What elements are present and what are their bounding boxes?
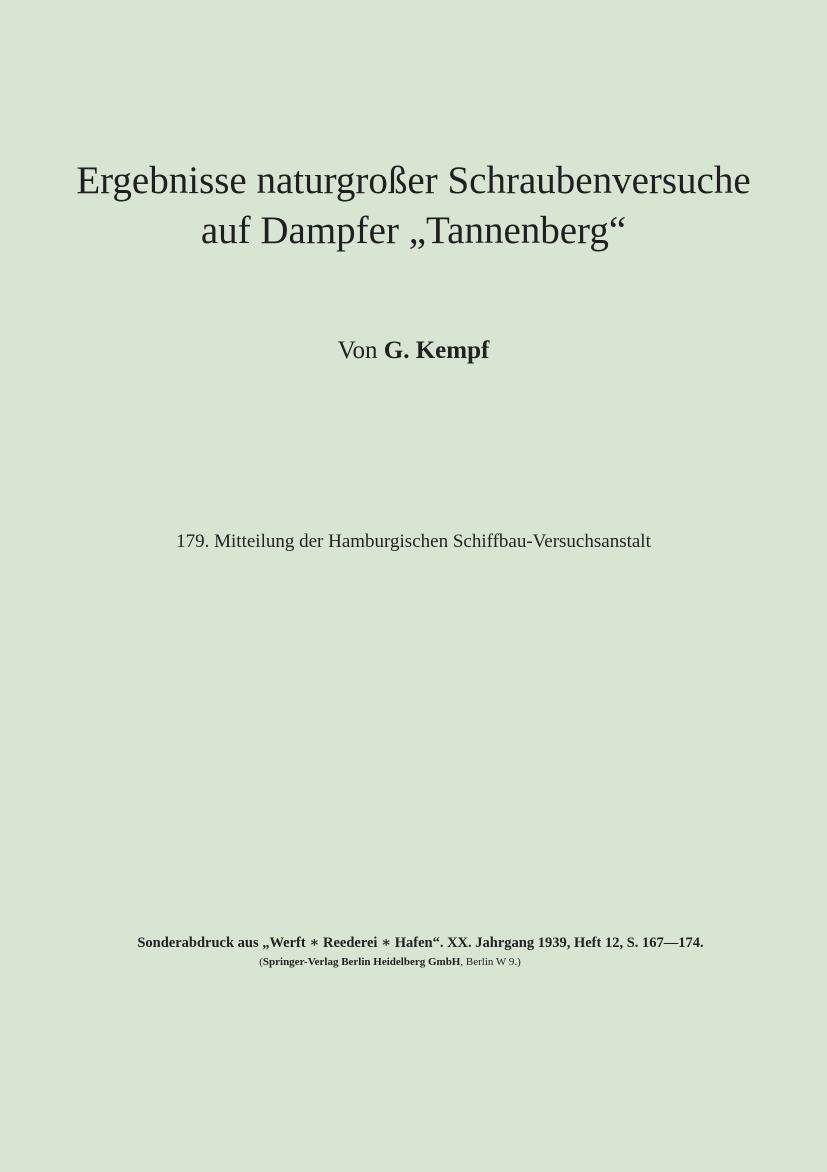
document-title <box>0 156 827 256</box>
publisher-name: Springer-Verlag Berlin Heidelberg GmbH <box>262 956 461 968</box>
author-prefix: Von <box>337 337 378 364</box>
publisher-sep: , <box>460 956 464 968</box>
title-line-2: auf Dampfer „Tannenberg“ <box>200 209 627 252</box>
publisher-city: Berlin W 9. <box>465 956 518 968</box>
author-line <box>0 336 827 366</box>
series-note: 179. Mitteilung der Hamburgischen Schiffbau-Versuchsanstalt <box>176 531 651 552</box>
title-line-1: Ergebnisse naturgroßer Schraubenversuche <box>76 159 751 202</box>
publisher-note <box>0 955 780 969</box>
reprint-note: Sonderabdruck aus „Werft ∗ Reederei ∗ Hafen“. XX. Jahrgang 1939, Heft 12, S. 167—174. <box>137 935 704 951</box>
publisher-close-paren: ) <box>517 956 521 968</box>
publisher-open-paren: ( <box>259 956 263 968</box>
author-name: G. Kempf <box>383 337 490 364</box>
